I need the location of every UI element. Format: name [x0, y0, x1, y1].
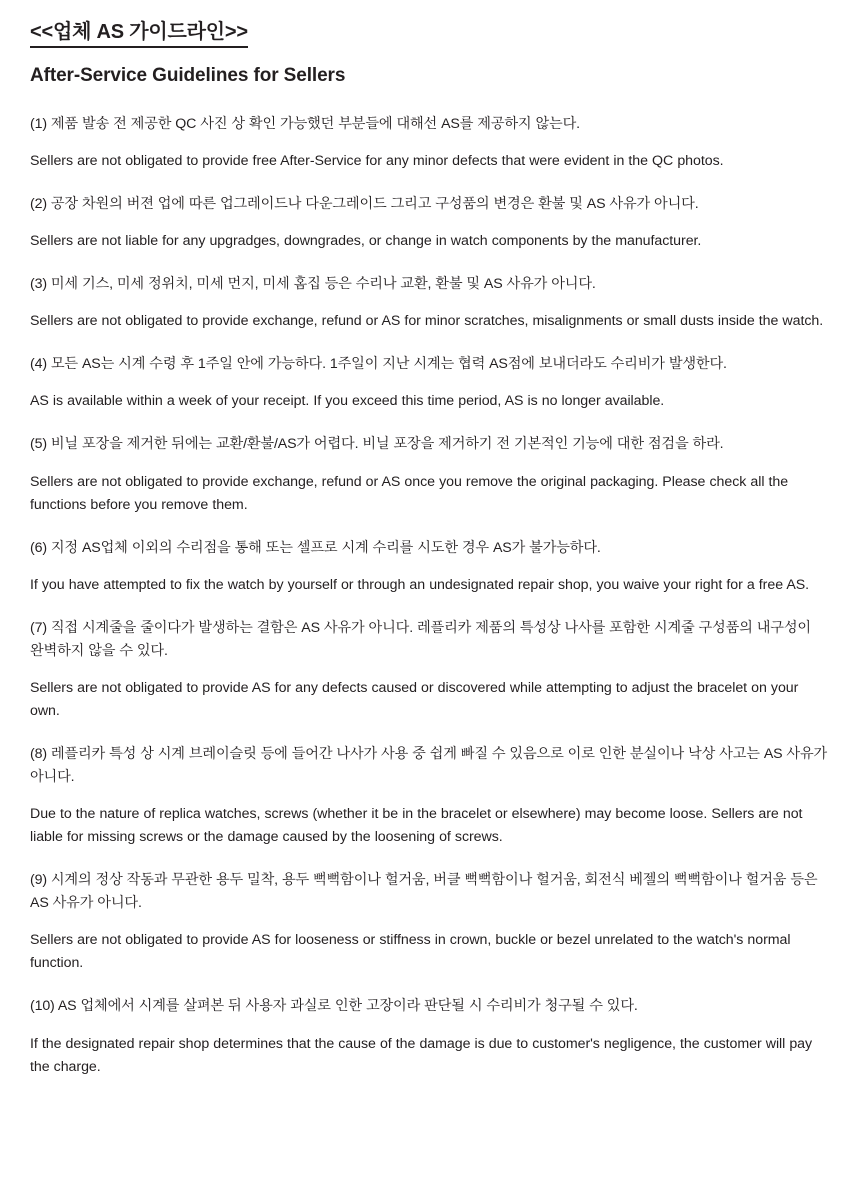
clause-text-korean: (8) 레플리카 특성 상 시계 브레이슬릿 등에 들어간 나사가 사용 중 쉽게 빠질 수 있음으로 이로 인한 분실이나 낙상 사고는 AS 사유가 아니다.: [30, 746, 828, 785]
clause-text-korean: (5) 비닐 포장을 제거한 뒤에는 교환/환불/AS가 어렵다. 비닐 포장을 제거하기 전 기본적인 기능에 대한 점검을 하라.: [30, 436, 724, 453]
clause-item: [30, 869, 828, 975]
clause-text-english: If the designated repair shop determines that the cause of the damage is due to customer's negligence, the customer will pay the charge.: [30, 1035, 813, 1075]
clause-text-english: If you have attempted to fix the watch by yourself or through an undesignated repair shop, you waive your right for a free AS.: [30, 576, 810, 593]
clause-text-korean: (6) 지정 AS업체 이외의 수리점을 통해 또는 셀프로 시계 수리를 시도한 경우 AS가 불가능하다.: [30, 539, 601, 556]
clause-item: [30, 617, 828, 723]
clause-item: [30, 995, 828, 1078]
clause-text-korean: (1) 제품 발송 전 제공한 QC 사진 상 확인 가능했던 부분들에 대해선 AS를 제공하지 않는다.: [30, 115, 580, 132]
clause-text-english: AS is available within a week of your receipt. If you exceed this time period, AS is no longer available.: [30, 393, 665, 410]
clause-text-english: Sellers are not obligated to provide free After-Service for any minor defects that were evident in the QC photos.: [30, 152, 724, 169]
clause-item: [30, 537, 828, 597]
clause-text-english: Sellers are not obligated to provide exchange, refund or AS for minor scratches, misalignments or small dusts inside the watch.: [30, 313, 824, 330]
clause-item: [30, 113, 828, 173]
clause-item: [30, 743, 828, 849]
page-title-korean-wrapper: [30, 14, 828, 48]
clause-item: [30, 433, 828, 516]
clause-list: [30, 113, 828, 1079]
clause-text-english: Sellers are not obligated to provide exchange, refund or AS once you remove the original packaging. Please check all the functions before you remove them.: [30, 473, 789, 513]
clause-text-english: Due to the nature of replica watches, screws (whether it be in the bracelet or elsewhere) may become loose. Sellers are not liable for missing screws or the damage caused by the loosening of screws.: [30, 806, 803, 846]
clause-item: [30, 193, 828, 253]
clause-text-korean: (2) 공장 차원의 버젼 업에 따른 업그레이드나 다운그레이드 그리고 구성품의 변경은 환불 및 AS 사유가 아니다.: [30, 195, 699, 212]
clause-text-korean: (7) 직접 시계줄을 줄이다가 발생하는 결함은 AS 사유가 아니다. 레플리카 제품의 특성상 나사를 포함한 시계줄 구성품의 내구성이 완벽하지 않을 수 있다.: [30, 619, 811, 659]
page-title-korean: <<업체 AS 가이드라인>>: [30, 20, 248, 48]
clause-item: [30, 353, 828, 413]
clause-text-korean: (4) 모든 AS는 시계 수령 후 1주일 안에 가능하다. 1주일이 지난 시계는 협력 AS점에 보내더라도 수리비가 발생한다.: [30, 356, 727, 373]
clause-text-english: Sellers are not obligated to provide AS for looseness or stiffness in crown, buckle or bezel unrelated to the watch's normal function.: [30, 932, 791, 972]
clause-text-english: Sellers are not obligated to provide AS for any defects caused or discovered while attempting to adjust the bracelet on your own.: [30, 680, 799, 719]
clause-item: [30, 273, 828, 333]
clause-text-korean: (9) 시계의 정상 작동과 무관한 용두 밀착, 용두 뻑뻑함이나 헐거움, 버클 뻑뻑함이나 헐거움, 회전식 베젤의 뻑뻑함이나 헐거움 등은 AS 사유가 아니다.: [30, 872, 818, 912]
clause-text-english: Sellers are not liable for any upgradges, downgrades, or change in watch components by the manufacturer.: [30, 233, 702, 250]
clause-text-korean: (3) 미세 기스, 미세 정위치, 미세 먼지, 미세 홈집 등은 수리나 교환, 환불 및 AS 사유가 아니다.: [30, 276, 596, 293]
clause-text-korean: (10) AS 업체에서 시계를 살펴본 뒤 사용자 과실로 인한 고장이라 판단될 시 수리비가 청구될 수 있다.: [30, 998, 638, 1015]
page-title-english: After-Service Guidelines for Sellers: [30, 65, 346, 86]
